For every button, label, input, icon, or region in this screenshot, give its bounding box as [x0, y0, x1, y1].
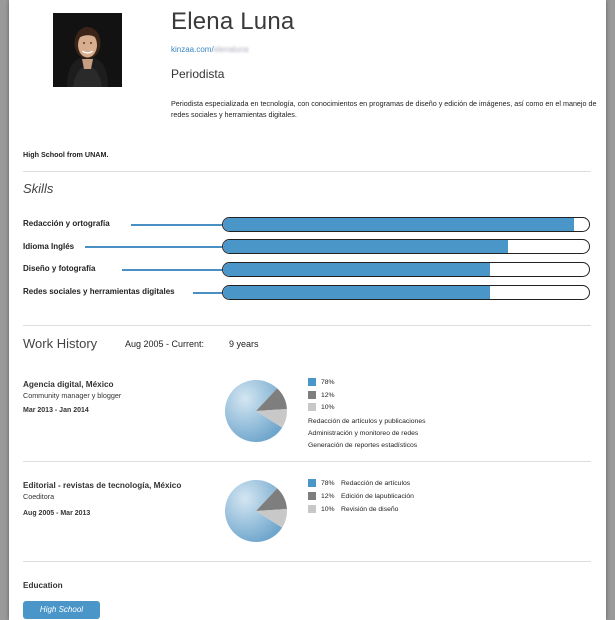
legend-swatch	[308, 505, 316, 513]
skill-bar	[222, 217, 590, 232]
skill-connector	[193, 292, 222, 294]
job-dates: Mar 2013 - Jan 2014	[23, 407, 89, 414]
skill-fill	[223, 218, 574, 231]
legend-label: Redacción de artículos	[341, 479, 411, 487]
job-pie-chart	[224, 379, 288, 443]
legend-item	[308, 505, 398, 513]
profile-url-domain: kinzaa.com/	[171, 45, 214, 54]
legend-item	[308, 403, 341, 411]
skill-bar	[222, 262, 590, 277]
divider	[23, 325, 591, 326]
education-badge[interactable]: High School	[23, 601, 100, 619]
legend-item	[308, 479, 410, 487]
legend-percent: 10%	[321, 505, 335, 513]
divider	[23, 461, 591, 462]
profile-name: Elena Luna	[171, 8, 295, 35]
skill-label: Diseño y fotografía	[23, 264, 96, 273]
job-task: Generación de reportes estadísticos	[308, 442, 418, 449]
education-title: Education	[23, 581, 63, 590]
legend-percent: 12%	[321, 391, 335, 399]
legend-item	[308, 378, 341, 386]
profile-summary: Periodista especializada en tecnología, con conocimientos en programas de diseño y edición de imágenes, así como en el manejo de redes sociales y herramientas digitales.	[171, 99, 597, 120]
job-company: Editorial - revistas de tecnología, México	[23, 481, 182, 490]
skill-label: Redacción y ortografía	[23, 219, 110, 228]
job-role: Community manager y blogger	[23, 391, 122, 400]
legend-swatch	[308, 479, 316, 487]
work-history-years: 9 years	[229, 339, 259, 349]
job-company: Agencia digital, México	[23, 380, 114, 389]
profile-url[interactable]	[171, 45, 248, 54]
legend-percent: 12%	[321, 492, 335, 500]
legend-item	[308, 391, 341, 399]
skills-title: Skills	[23, 181, 54, 196]
skill-connector	[122, 269, 222, 271]
legend-label: Edición de lapublicación	[341, 492, 414, 500]
work-history-range: Aug 2005 - Current:	[125, 339, 205, 349]
legend-swatch	[308, 378, 316, 386]
divider	[23, 171, 591, 172]
resume-page	[9, 0, 606, 620]
profile-url-path: elenaluna	[213, 45, 249, 54]
job-role: Coeditora	[23, 492, 55, 501]
divider	[23, 561, 591, 562]
skill-fill	[223, 240, 508, 253]
skill-connector	[85, 246, 222, 248]
legend-percent: 78%	[321, 479, 335, 487]
skill-connector	[131, 224, 222, 226]
education-note: High School from UNAM.	[23, 150, 109, 159]
legend-swatch	[308, 492, 316, 500]
legend-item	[308, 492, 414, 500]
job-task: Redacción de artículos y publicaciones	[308, 418, 426, 425]
legend-swatch	[308, 391, 316, 399]
profile-photo	[53, 13, 122, 87]
skill-bar	[222, 285, 590, 300]
work-history-title: Work History	[23, 336, 98, 351]
job-pie-chart	[224, 479, 288, 543]
skill-label: Idioma Inglés	[23, 242, 75, 251]
legend-label: Revisión de diseño	[341, 505, 399, 513]
job-dates: Aug 2005 - Mar 2013	[23, 510, 91, 517]
skill-fill	[223, 286, 490, 299]
skill-fill	[223, 263, 490, 276]
job-task: Administración y monitoreo de redes	[308, 430, 419, 437]
skill-label: Redes sociales y herramientas digitales	[23, 287, 175, 296]
legend-percent: 10%	[321, 403, 335, 411]
legend-percent: 78%	[321, 378, 335, 386]
skill-bar	[222, 239, 590, 254]
profile-title: Periodista	[171, 67, 225, 81]
legend-swatch	[308, 403, 316, 411]
